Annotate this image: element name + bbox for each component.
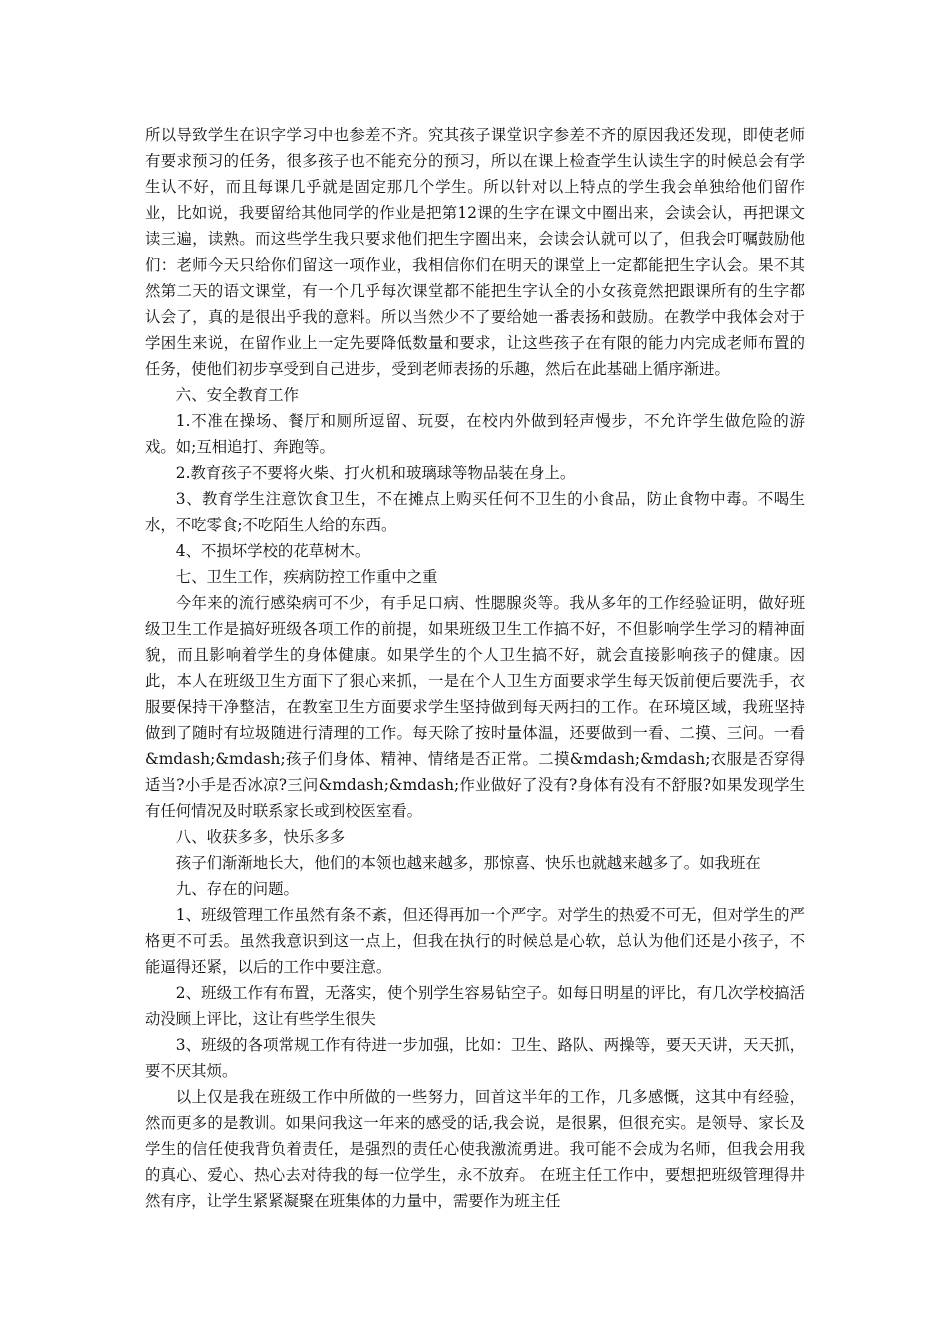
paragraph-harvest: 孩子们渐渐地长大，他们的本领也越来越多，那惊喜、快乐也就越来越多了。如我班在	[175, 854, 761, 872]
paragraph-problem-1: 1、班级管理工作虽然有条不紊，但还得再加一个严字。对学生的热爱不可无，但对学生的严格更不可丢。虽然我意识到这一点上，但我在执行的时候总是心软，总认为他们还是小孩子，不能逼得还紧，以后的工作中要注意。	[145, 906, 805, 976]
paragraph-problem-3: 3、班级的各项常规工作有待进一步加强，比如：卫生、路队、两操等，要天天讲，天天抓，要不厌其烦。	[145, 1036, 805, 1080]
paragraph-safety-2: 2.教育孩子不要将火柴、打火机和玻璃球等物品装在身上。	[175, 464, 576, 482]
section-heading-safety: 六、安全教育工作	[175, 386, 299, 404]
paragraph-hygiene: 今年来的流行感染病可不少，有手足口病、性腮腺炎等。我从多年的工作经验证明，做好班级卫生工作是搞好班级各项工作的前提，如果班级卫生工作搞不好，不但影响学生学习的精神面貌，而且影响着学生的身体健康。如果学生的个人卫生搞不好，就会直接影响孩子的健康。因此，本人在班级卫生方面下了狠心来抓，一是在个人卫生方面要求学生每天饭前便后要洗手，衣服要保持干净整洁，在教室卫生方面要求学生坚持做到每天两扫的工作。在环境区域，我班坚持做到了随时有垃圾随进行清理的工作。每天除了按时量体温，还要做到一看、二摸、三问。一看&mdash;&mdash;孩子们身体、精神、情绪是否正常。二摸&mdash;&mdash;衣服是否穿得适当?小手是否冰凉?三问&mdash;&mdash;作业做好了没有?身体有没有不舒服?如果发现学生有任何情况及时联系家长或到校医室看。	[145, 594, 805, 820]
paragraph-safety-4: 4、不损坏学校的花草树木。	[175, 542, 371, 560]
paragraph-conclusion: 以上仅是我在班级工作中所做的一些努力，回首这半年的工作，几多感慨，这其中有经验，然而更多的是教训。如果问我这一年来的感受的话,我会说，是很累，但很充实。是领导、家长及学生的信任使我背负着责任，是强烈的责任心使我激流勇进。我可能不会成为名师，但我会用我的真心、爱心、热心去对待我的每一位学生，永不放弃。 在班主任工作中，要想把班级管理得井然有序，让学生紧紧凝聚在班集体的力量中，需要作为班主任	[145, 1088, 805, 1210]
paragraph-continued-text: 所以导致学生在识字学习中也参差不齐。究其孩子课堂识字参差不齐的原因我还发现，即使老师有要求预习的任务，很多孩子也不能充分的预习，所以在课上检查学生认读生字的时候总会有学生认不好，而且每课几乎就是固定那几个学生。所以针对以上特点的学生我会单独给他们留作业，比如说，我要留给其他同学的作业是把第12课的生字在课文中圈出来，会读会认，再把课文读三遍，读熟。而这些学生我只要求他们把生字圈出来，会读会认就可以了，但我会叮嘱鼓励他们：老师今天只给你们留这一项作业，我相信你们在明天的课堂上一定都能把生字认会。果不其然第二天的语文课堂，有一个几乎每次课堂都不能把生字认全的小女孩竟然把跟课所有的生字都认会了，真的是很出乎我的意料。所以当然少不了要给她一番表扬和鼓励。在教学中我体会对于学困生来说，在留作业上一定先要降低数量和要求，让这些孩子在有限的能力内完成老师布置的任务，使他们初步享受到自己进步，受到老师表扬的乐趣，然后在此基础上循序渐进。	[145, 126, 805, 378]
document-body	[145, 122, 805, 1214]
section-heading-harvest: 八、收获多多，快乐多多	[175, 828, 346, 846]
section-heading-hygiene: 七、卫生工作，疾病防控工作重中之重	[175, 568, 438, 586]
paragraph-problem-2: 2、班级工作有布置，无落实，使个别学生容易钻空子。如每日明星的评比，有几次学校搞活动没顾上评比，这让有些学生很失	[145, 984, 805, 1028]
paragraph-safety-3: 3、教育学生注意饮食卫生，不在摊点上购买任何不卫生的小食品，防止食物中毒。不喝生水，不吃零食;不吃陌生人给的东西。	[145, 490, 805, 534]
section-heading-problems: 九、存在的问题。	[175, 880, 299, 898]
paragraph-safety-1: 1.不准在操场、餐厅和厕所逗留、玩耍，在校内外做到轻声慢步，不允许学生做危险的游戏。如;互相追打、奔跑等。	[145, 412, 805, 456]
